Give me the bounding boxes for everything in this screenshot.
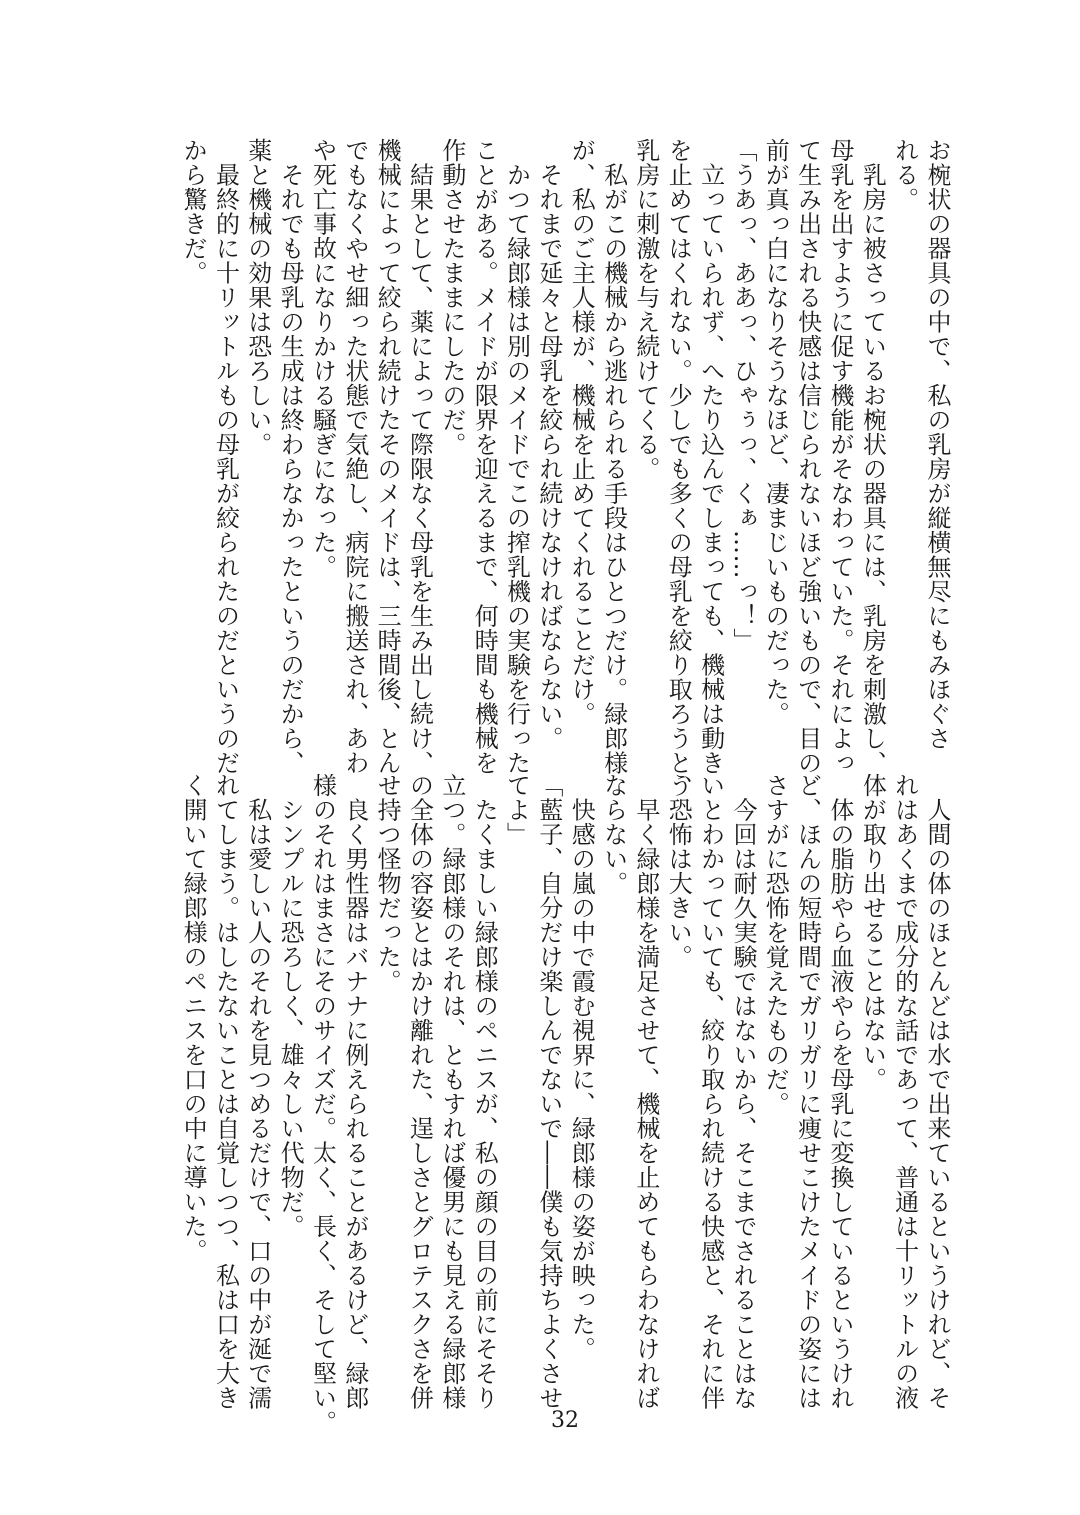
text-column: れはあくまで成分的な話であって、普通は十リットルの液 xyxy=(890,773,919,1410)
text-column: ど、ほんの短時間でガリガリに痩せこけたメイドの姿には xyxy=(793,773,822,1410)
text-column: いとわかっていても、絞り取られ続ける快感と、それに伴 xyxy=(696,773,725,1410)
text-column: さすがに恐怖を覚えたものだ。 xyxy=(761,773,790,1116)
text-column: 私がこの機械から逃れられる手段はひとつだけ。緑郎様 xyxy=(599,138,628,775)
text-column: を止めてはくれない。少しでも多くの母乳を絞り取ろうと、 xyxy=(664,138,693,800)
text-column: 前が真っ白になりそうなほど、凄まじいものだった。 xyxy=(761,138,790,726)
text-column: 体の脂肪やら血液やらを母乳に変換しているというけれ xyxy=(825,773,854,1410)
text-column: でもなくやせ細った状態で気絶し、病院に搬送され、あわ xyxy=(340,138,369,775)
text-column: せ持つ怪物だった。 xyxy=(373,773,402,994)
text-column: 私は愛しい人のそれを見つめるだけで、口の中が涎で濡 xyxy=(243,773,272,1410)
text-column: お椀状の器具の中で、私の乳房が縦横無尽にもみほぐさ xyxy=(923,138,951,751)
text-column: 立つ。緑郎様のそれは、ともすれば優男にも見える緑郎様 xyxy=(437,773,466,1410)
text-column: 良く男性器はバナナに例えられることがあるけど、緑郎 xyxy=(340,773,369,1410)
text-column: シンプルに恐ろしく、雄々しい代物だ。 xyxy=(276,773,305,1239)
text-column: から驚きだ。 xyxy=(179,138,208,285)
text-column: 今回は耐久実験ではないから、そこまでされることはな xyxy=(728,773,757,1410)
text-column: 立っていられず、へたり込んでしまっても、機械は動き xyxy=(696,138,725,775)
text-column: の全体の容姿とはかけ離れた、逞しさとグロテスクさを併 xyxy=(405,773,434,1410)
text-column: 早く緑郎様を満足させて、機械を止めてもらわなければ xyxy=(631,773,660,1410)
text-column: や死亡事故になりかける騒ぎになった。 xyxy=(308,138,337,579)
text-column: 「藍子、自分だけ楽しんでないで――僕も気持ちよくさせ xyxy=(534,773,563,1410)
text-column: てよ」 xyxy=(502,773,531,847)
text-column: 乳房に刺激を与え続けてくる。 xyxy=(631,138,660,481)
text-column: れてしまう。はしたないことは自覚しつつ、私は口を大き xyxy=(211,773,240,1410)
text-column: 快感の嵐の中で霞む視界に、緑郎様の姿が映った。 xyxy=(567,773,596,1361)
text-column: く開いて緑郎様のペニスを口の中に導いた。 xyxy=(179,773,208,1263)
text-column: 「うあっ、ああっ、ひゃぅっ、くぁ……っ！」 xyxy=(728,138,757,653)
text-column: 作動させたままにしたのだ。 xyxy=(437,138,466,457)
text-column: 機械によって絞られ続けたそのメイドは、三時間後、とん xyxy=(373,138,402,775)
text-column: 人間の体のほとんどは水で出来ているというけれど、そ xyxy=(923,773,951,1410)
text-column: かつて緑郎様は別のメイドでこの搾乳機の実験を行った xyxy=(502,138,531,775)
text-column: たくましい緑郎様のペニスが、私の顔の目の前にそそり xyxy=(470,773,499,1410)
text-column: それまで延々と母乳を絞られ続けなければならない。 xyxy=(534,138,563,751)
text-column: ならない。 xyxy=(599,773,628,896)
text-column: れる。 xyxy=(890,138,919,212)
page-number: 32 xyxy=(551,1408,579,1433)
text-column: 母乳を出すように促す機能がそなわっていた。それによっ xyxy=(825,138,854,775)
text-column: 乳房に被さっているお椀状の器具には、乳房を刺激し、 xyxy=(858,138,887,775)
text-column: 薬と機械の効果は恐ろしい。 xyxy=(243,138,272,457)
text-column: て生み出される快感は信じられないほど強いもので、目の xyxy=(793,138,822,775)
text-column: ことがある。メイドが限界を迎えるまで、何時間も機械を xyxy=(470,138,499,775)
text-column: が、私のご主人様が、機械を止めてくれることだけ。 xyxy=(567,138,596,726)
text-column: 最終的に十リットルもの母乳が絞られたのだというのだ xyxy=(211,138,240,775)
text-column: 結果として、薬によって際限なく母乳を生み出し続け、 xyxy=(405,138,434,775)
text-block-top xyxy=(173,138,953,800)
text-column: う恐怖は大きい。 xyxy=(664,773,693,969)
text-column: それでも母乳の生成は終わらなかったというのだから、 xyxy=(276,138,305,775)
text-column: 体が取り出せることはない。 xyxy=(858,773,887,1092)
text-column: 様のそれはまさにそのサイズだ。太く、長く、そして堅い。 xyxy=(308,773,337,1435)
